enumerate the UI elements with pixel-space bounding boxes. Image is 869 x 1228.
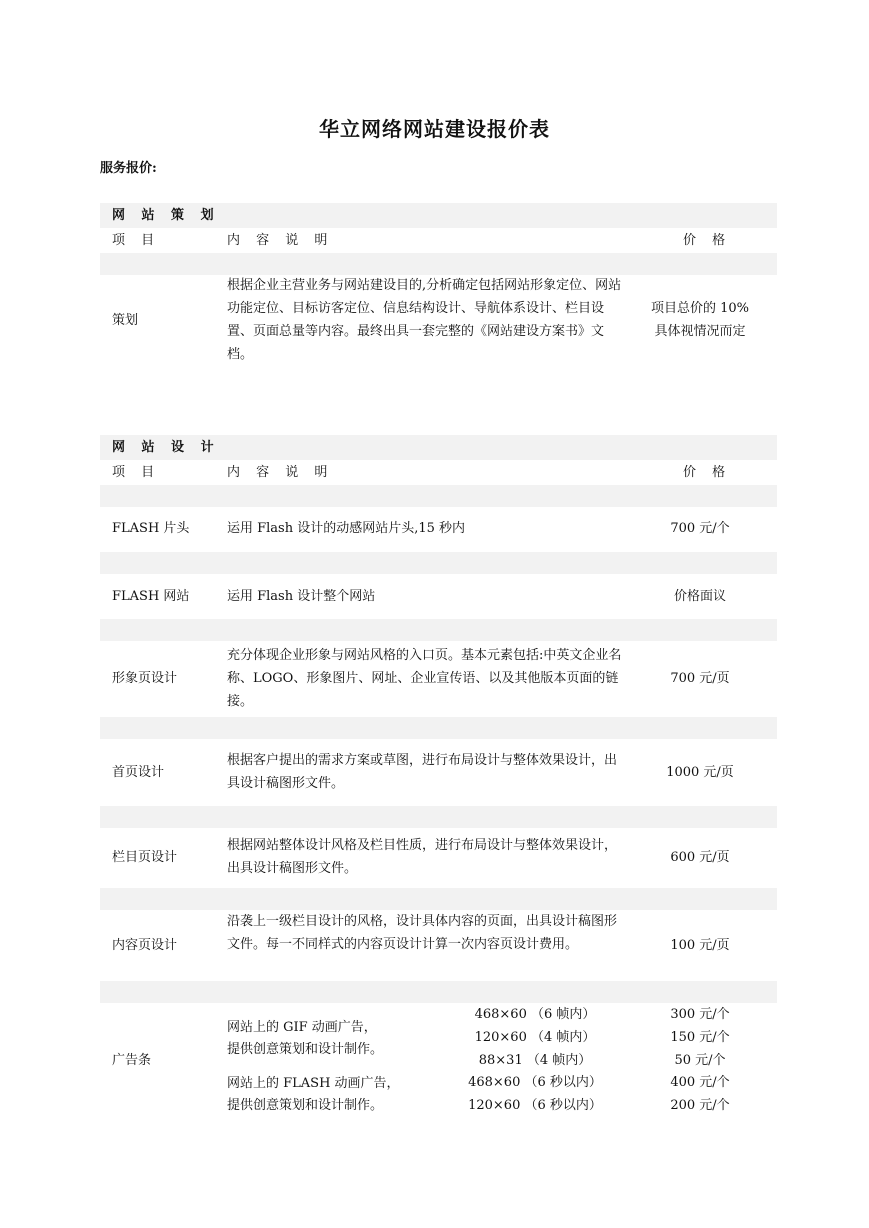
design-row-price: 价格面议 (673, 589, 726, 604)
design-row-desc: 沿袭上一级栏目设计的风格，设计具体内容的页面，出具设计稿图形文件。每一不同样式的内容页设计计算一次内容页设计费用。 (227, 914, 618, 952)
planning-col-item: 项 目 (112, 233, 161, 248)
design-row-item: 栏目页设计 (112, 850, 178, 865)
planning-row-price-line2: 具体视情况而定 (654, 324, 746, 339)
design-row-item: 首页设计 (112, 765, 165, 780)
design-row-price: 1000 元/页 (666, 765, 734, 780)
design-col-desc: 内 容 说 明 (227, 465, 334, 480)
banner-gif-desc-line2: 提供创意策划和设计制作。 (227, 1042, 384, 1057)
planning-section-title: 网 站 策 划 (112, 208, 220, 223)
design-row-desc: 充分体现企业形象与网站风格的入口页。基本元素包括:中英文企业名称、LOGO、形象图片、网址、企业宣传语、以及其他版本页面的链接。 (227, 648, 622, 709)
banner-size: 120×60 （4 帧内） (474, 1030, 596, 1045)
banner-size: 468×60 （6 帧内） (474, 1007, 596, 1022)
design-row-desc: 根据网站整体设计风格及栏目性质，进行布局设计与整体效果设计，出具设计稿图形文件。 (227, 838, 618, 876)
design-row-item: FLASH 片头 (112, 521, 190, 536)
banner-price: 400 元/个 (670, 1075, 730, 1090)
banner-size: 468×60 （6 秒以内） (468, 1075, 602, 1090)
banner-row-item: 广告条 (112, 1053, 152, 1068)
design-divider-band (100, 981, 777, 1003)
design-col-item: 项 目 (112, 465, 161, 480)
design-row-price: 600 元/页 (670, 850, 730, 865)
banner-size: 120×60 （6 秒以内） (468, 1098, 602, 1113)
banner-gif-desc-line1: 网站上的 GIF 动画广告， (227, 1020, 377, 1035)
design-divider-band (100, 619, 777, 641)
planning-col-desc: 内 容 说 明 (227, 233, 334, 248)
banner-size: 88×31 （4 帧内） (478, 1053, 592, 1068)
design-row-desc: 运用 Flash 设计整个网站 (227, 589, 376, 604)
planning-row-price-line1: 项目总价的 10% (650, 301, 750, 316)
design-row-price: 700 元/页 (670, 671, 730, 686)
service-quote-label: 服务报价: (100, 161, 157, 176)
design-divider-band (100, 717, 777, 739)
banner-flash-desc-line1: 网站上的 FLASH 动画广告， (227, 1076, 400, 1091)
design-row-item: 形象页设计 (112, 671, 178, 686)
banner-price: 50 元/个 (674, 1053, 726, 1068)
banner-price: 200 元/个 (670, 1098, 730, 1113)
design-divider-band (100, 806, 777, 828)
design-row-price: 700 元/个 (670, 521, 730, 536)
design-row-desc: 运用 Flash 设计的动感网站片头,15 秒内 (227, 521, 466, 536)
banner-price: 300 元/个 (670, 1007, 730, 1022)
design-divider-band (100, 552, 777, 574)
page-title: 华立网络网站建设报价表 (319, 117, 550, 141)
design-divider-band (100, 888, 777, 910)
banner-price: 150 元/个 (670, 1030, 730, 1045)
design-section-title: 网 站 设 计 (112, 440, 220, 455)
design-row-item: 内容页设计 (112, 938, 178, 953)
planning-row-desc: 根据企业主营业务与网站建设目的,分析确定包括网站形象定位、网站功能定位、目标访客定位、信息结构设计、导航体系设计、栏目设置、页面总量等内容。最终出具一套完整的《网站建设方案书》文档。 (227, 278, 622, 362)
design-row-item: FLASH 网站 (112, 589, 190, 604)
design-col-price: 价 格 (683, 465, 732, 480)
banner-flash-desc-line2: 提供创意策划和设计制作。 (227, 1098, 384, 1113)
planning-col-price: 价 格 (683, 233, 732, 248)
design-row-price: 100 元/页 (670, 938, 730, 953)
design-row-desc: 根据客户提出的需求方案或草图，进行布局设计与整体效果设计，出具设计稿图形文件。 (227, 753, 618, 791)
design-divider-band (100, 485, 777, 507)
planning-divider-band (100, 253, 777, 275)
planning-row-item: 策划 (112, 313, 139, 328)
